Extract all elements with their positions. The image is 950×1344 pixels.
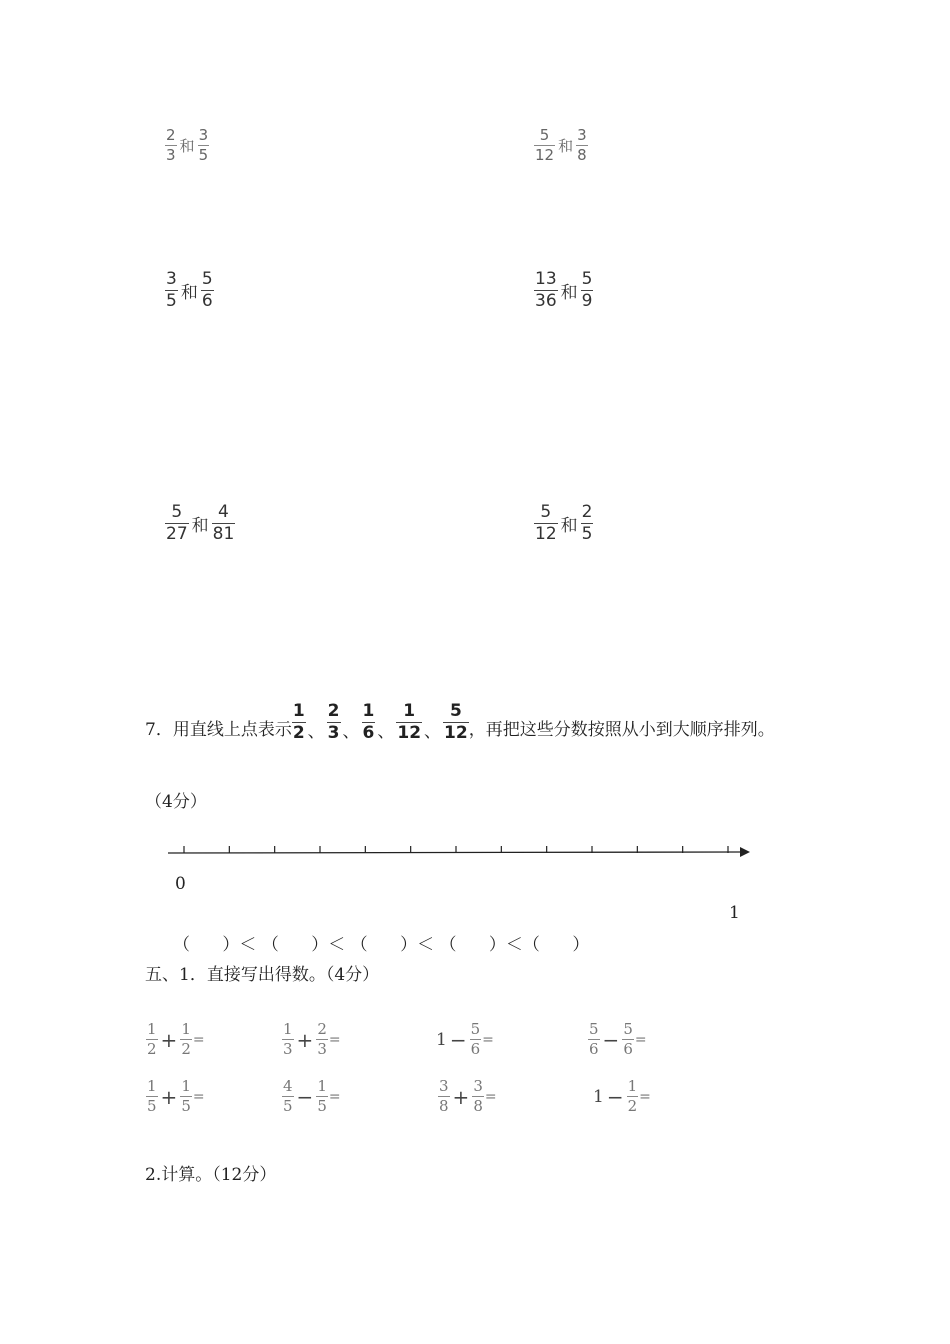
compare-pair-6: [534, 504, 593, 543]
fraction: $\frac{2}{3}$: [317, 1020, 327, 1058]
fraction: $\frac{3}{8}$: [439, 1077, 449, 1115]
fraction: $\frac{5}{6}$: [589, 1020, 599, 1058]
conjunction: 和: [179, 137, 195, 155]
operator: +: [160, 1027, 178, 1052]
fraction: $\frac{5}{6}$: [470, 1020, 481, 1058]
fraction: $\frac{5}{9}$: [581, 269, 593, 311]
question-7-prefix: 7．用直线上点表示: [145, 720, 292, 740]
equals-sign: =: [328, 1088, 341, 1105]
compare-pair-3: [165, 271, 214, 310]
fraction: $\frac{4}{5}$: [283, 1077, 293, 1115]
fraction: $\frac{5}{27}$: [166, 502, 188, 544]
fraction: $\frac{3}{5}$: [166, 269, 177, 311]
question-7-suffix: ，再把这些分数按照从小到大顺序排列。: [468, 720, 775, 740]
number-line-axis: [168, 852, 740, 853]
calc-item: [282, 1079, 341, 1114]
fraction: $\frac{1}{6}$: [362, 701, 375, 743]
fraction: $\frac{1}{5}$: [147, 1077, 157, 1115]
compare-pair-2: [534, 128, 588, 163]
operator: +: [296, 1027, 314, 1052]
fraction: $\frac{5}{12}$: [535, 502, 557, 544]
separator: 、: [342, 722, 360, 742]
operator: +: [160, 1084, 178, 1109]
equals-sign: =: [328, 1031, 341, 1048]
fraction: $\frac{5}{6}$: [201, 269, 213, 311]
fraction: $\frac{5}{12}$: [535, 126, 555, 164]
fraction: $\frac{13}{36}$: [535, 269, 557, 311]
fraction: $\frac{2}{5}$: [581, 502, 593, 544]
separator: 、: [377, 722, 395, 742]
fraction: $\frac{5}{6}$: [623, 1020, 633, 1058]
fraction: $\frac{1}{2}$: [627, 1077, 638, 1115]
number-line: [160, 838, 760, 868]
operator: −: [296, 1084, 314, 1109]
separator: 、: [307, 722, 325, 742]
conjunction: 和: [560, 516, 578, 536]
number-line-label-zero: 0: [175, 874, 186, 894]
operator: −: [449, 1027, 467, 1052]
equals-sign: =: [484, 1088, 497, 1105]
question-7: [145, 703, 775, 742]
compare-pair-5: [165, 504, 235, 543]
calc-item: [438, 1079, 497, 1114]
equals-sign: =: [192, 1031, 205, 1048]
question-7-score: （4分）: [145, 792, 207, 812]
section-5-2-title: 2.计算。（12分）: [145, 1165, 277, 1185]
fraction: $\frac{2}{3}$: [327, 701, 340, 743]
operator: −: [602, 1027, 620, 1052]
compare-pair-4: [534, 271, 593, 310]
fraction: $\frac{1}{12}$: [397, 701, 422, 743]
fraction: $\frac{3}{8}$: [473, 1077, 483, 1115]
operator: +: [452, 1084, 470, 1109]
equals-sign: =: [482, 1031, 494, 1048]
fraction: $\frac{1}{2}$: [181, 1020, 191, 1058]
fraction: $\frac{5}{12}$: [444, 701, 468, 743]
equals-sign: =: [639, 1088, 651, 1105]
compare-pair-1: [165, 128, 209, 163]
fraction: $\frac{3}{8}$: [577, 126, 587, 164]
fraction: $\frac{1}{5}$: [181, 1077, 191, 1115]
operator: −: [606, 1084, 624, 1109]
fraction: $\frac{1}{5}$: [317, 1077, 327, 1115]
calc-item: [436, 1022, 494, 1057]
calc-item: [593, 1079, 651, 1114]
separator: 、: [424, 722, 442, 742]
section-5-title: 五、1．直接写出得数。（4分）: [145, 965, 380, 985]
fraction: $\frac{1}{2}$: [147, 1020, 157, 1058]
conjunction: 和: [558, 137, 574, 155]
calc-item: [282, 1022, 341, 1057]
fraction: $\frac{4}{81}$: [212, 502, 235, 544]
fraction: $\frac{1}{2}$: [292, 701, 305, 743]
conjunction: 和: [191, 516, 209, 536]
arrow-head-icon: [740, 847, 750, 857]
calc-item: [146, 1079, 205, 1114]
fraction: $\frac{1}{3}$: [283, 1020, 293, 1058]
equals-sign: =: [634, 1031, 647, 1048]
ordering-blanks: （ ）＜ （ ）＜ （ ）＜ （ ）＜（ ）: [173, 935, 590, 955]
whole-number: 1: [593, 1086, 604, 1107]
conjunction: 和: [180, 283, 198, 303]
fraction: $\frac{3}{5}$: [198, 126, 209, 164]
calc-item: [146, 1022, 205, 1057]
conjunction: 和: [560, 283, 578, 303]
equals-sign: =: [192, 1088, 205, 1105]
calc-item: [588, 1022, 647, 1057]
whole-number: 1: [436, 1029, 447, 1050]
fraction: $\frac{2}{3}$: [166, 126, 176, 164]
number-line-label-one: 1: [729, 903, 740, 923]
